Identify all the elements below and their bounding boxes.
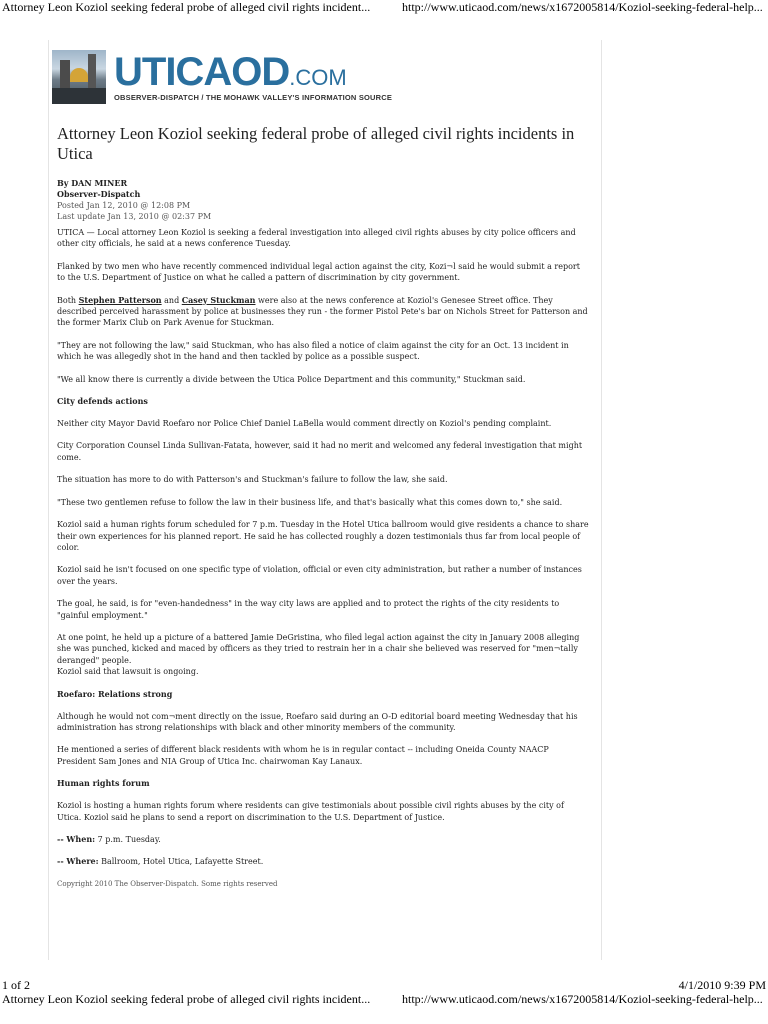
paragraph: City Corporation Counsel Linda Sullivan-Fatata, however, said it had no merit and welcomed any federal investigation that might come. — [57, 441, 583, 462]
link-casey-stuckman[interactable]: Casey Stuckman — [181, 294, 256, 305]
subheading: City defends actions — [57, 396, 148, 407]
article-body — [57, 227, 589, 889]
updated-date: Last update Jan 13, 2010 @ 02:37 PM — [57, 212, 212, 221]
print-url: http://www.uticaod.com/news/x1672005814/Koziol-seeking-federal-help... — [402, 992, 763, 1006]
print-header — [2, 0, 766, 15]
paragraph: "These two gentlemen refuse to follow the law in their business life, and that's basically what this comes down to," she said. — [57, 497, 563, 507]
paragraph: UTICA — Local attorney Leon Koziol is seeking a federal investigation into alleged civil rights abuses by city police officers and other city officials, he said at a news conference Tuesday. — [57, 228, 576, 249]
print-title: Attorney Leon Koziol seeking federal probe of alleged civil rights incident... — [2, 992, 371, 1006]
posted-date: Posted Jan 12, 2010 @ 12:08 PM — [57, 201, 191, 210]
logo-com: .COM — [289, 65, 347, 90]
event-where: -- Where: Ballroom, Hotel Utica, Lafayette Street. — [57, 856, 264, 867]
logo-tagline: OBSERVER-DISPATCH / THE MOHAWK VALLEY'S INFORMATION SOURCE — [114, 93, 393, 102]
subheading: Roefaro: Relations strong — [57, 688, 173, 699]
paragraph: Koziol said he isn't focused on one specific type of violation, official or even city administration, but rather a number of instances over the years. — [57, 565, 582, 586]
paragraph: "We all know there is currently a divide between the Utica Police Department and this community," Stuckman said. — [57, 374, 526, 384]
paragraph: The goal, he said, is for "even-handedness" in the way city laws are applied and to protect the rights of the city residents to "gainful employment." — [57, 599, 560, 620]
print-title: Attorney Leon Koziol seeking federal probe of alleged civil rights incident... — [2, 0, 371, 14]
paragraph: At one point, he held up a picture of a battered Jamie DeGristina, who filed legal action against the city in January 2008 alleging she was punched, kicked and maced by officers as they tried to restrain her in a chair she believed was reserved for "men¬tally deranged" people. Koziol said that lawsuit is ongoing. — [57, 632, 580, 677]
paragraph: Neither city Mayor David Roefaro nor Police Chief Daniel LaBella would comment directly on Koziol's pending complaint. — [57, 419, 552, 429]
article-headline: Attorney Leon Koziol seeking federal probe of alleged civil rights incidents in Utica — [57, 124, 575, 163]
link-stephen-patterson[interactable]: Stephen Patterson — [78, 294, 162, 305]
print-datetime: 4/1/2010 9:39 PM — [678, 978, 766, 992]
paragraph: Koziol said a human rights forum scheduled for 7 p.m. Tuesday in the Hotel Utica ballroom would give residents a chance to share their own experiences for his planned report. He said he has collected roughly a dozen testimonials thus far from local people of color. — [57, 520, 589, 552]
paragraph: Flanked by two men who have recently commenced individual legal action against the city, Kozi¬l said he would submit a report to the U.S. Department of Justice on what he called a pattern of discrimination by city government. — [57, 261, 580, 283]
paragraph: The situation has more to do with Patterson's and Stuckman's failure to follow the law, she said. — [57, 475, 448, 485]
masthead[interactable] — [52, 50, 393, 106]
article — [57, 124, 589, 889]
byline: By DAN MINER — [57, 178, 128, 188]
subheading: Human rights forum — [57, 778, 150, 789]
copyright: Copyright 2010 The Observer-Dispatch. Some rights reserved — [57, 879, 278, 888]
event-when: -- When: 7 p.m. Tuesday. — [57, 834, 161, 844]
paragraph: Koziol is hosting a human rights forum where residents can give testimonials about possible civil rights abuses by the city of Utica. Koziol said he plans to send a report on discrimination to the U.S. Department of Justice. — [57, 801, 564, 822]
paragraph: Although he would not com¬ment directly on the issue, Roefaro said during an O-D editorial board meeting Wednesday that his administration has strong relationships with black and other minority members of the community. — [57, 711, 578, 732]
print-url: http://www.uticaod.com/news/x1672005814/Koziol-seeking-federal-help... — [402, 0, 763, 14]
paragraph: Both Stephen Patterson and Casey Stuckman were also at the news conference at Koziol's Genesee Street office. They described perceived harassment by police at businesses they run - the former Pistol Pete's bar on Nichols Street for Patterson and the former Marix Club on Park Avenue for Stuckman. — [57, 294, 588, 328]
paragraph: "They are not following the law," said Stuckman, who has also filed a notice of claim against the city for an Oct. 13 incident in which he was allegedly shot in the hand and then tackled by police as a possible suspect. — [57, 340, 569, 362]
print-page-number: 1 of 2 — [2, 978, 30, 992]
paragraph: He mentioned a series of different black residents with whom he is in regular contact -- including Oneida County NAACP President Sam Jones and NIA Group of Utica Inc. chairwoman Kay Lanaux. — [57, 745, 549, 766]
print-footer — [2, 992, 766, 1007]
logo-main: UTICAOD — [114, 50, 290, 94]
logo-photo — [52, 50, 106, 104]
byline-org: Observer-Dispatch — [57, 189, 141, 199]
